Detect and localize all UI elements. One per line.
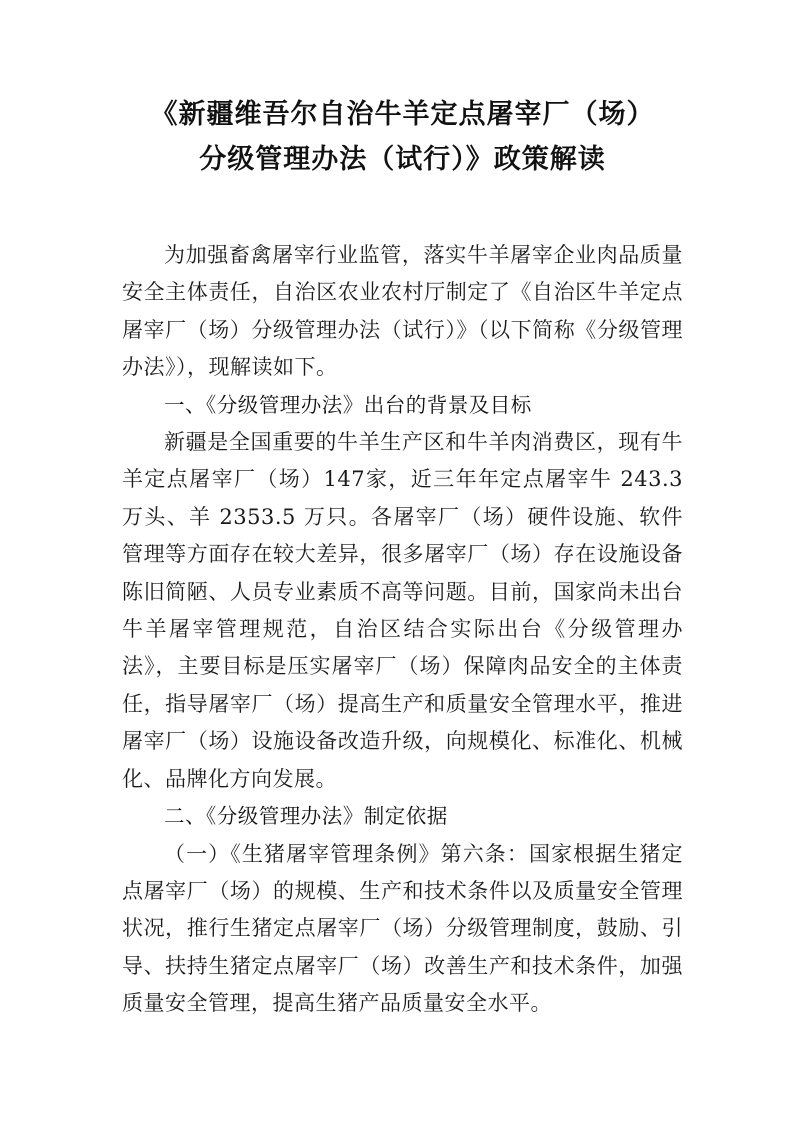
document-title bbox=[122, 92, 683, 182]
section-1-paragraph: 新疆是全国重要的牛羊生产区和牛羊肉消费区，现有牛羊定点屠宰厂（场）147家，近三年年定点屠宰牛 243.3 万头、羊 2353.5 万只。各屠宰厂（场）硬件设施、软件管理等方面存在较大差异，很多屠宰厂（场）存在设施设备陈旧简陋、人员专业素质不高等问题。目前，国家尚未出台牛羊屠宰管理规范，自治区结合实际出台《分级管理办法》，主要目标是压实屠宰厂（场）保障肉品安全的主体责任，指导屠宰厂（场）提高生产和质量安全管理水平，推进屠宰厂（场）设施设备改造升级，向规模化、标准化、机械化、品牌化方向发展。 bbox=[122, 430, 683, 791]
section-2-item-1: （一）《生猪屠宰管理条例》第六条：国家根据生猪定点屠宰厂（场）的规模、生产和技术条件以及质量安全管理状况，推行生猪定点屠宰厂（场）分级管理制度，鼓励、引导、扶持生猪定点屠宰厂（场）改善生产和技术条件，加强质量安全管理，提高生猪产品质量安全水平。 bbox=[122, 841, 683, 1016]
intro-paragraph: 为加强畜禽屠宰行业监管，落实牛羊屠宰企业肉品质量安全主体责任，自治区农业农村厅制定了《自治区牛羊定点屠宰厂（场）分级管理办法（试行）》（以下简称《分级管理办法》），现解读如下。 bbox=[122, 243, 683, 380]
title-line-1: 《新疆维吾尔自治牛羊定点屠宰厂（场） bbox=[150, 99, 655, 130]
section-2-heading: 二、《分级管理办法》制定依据 bbox=[164, 804, 448, 829]
title-line-2: 分级管理办法（试行）》政策解读 bbox=[199, 144, 606, 175]
section-1-heading: 一、《分级管理办法》出台的背景及目标 bbox=[164, 392, 532, 417]
document-body bbox=[122, 237, 683, 1023]
